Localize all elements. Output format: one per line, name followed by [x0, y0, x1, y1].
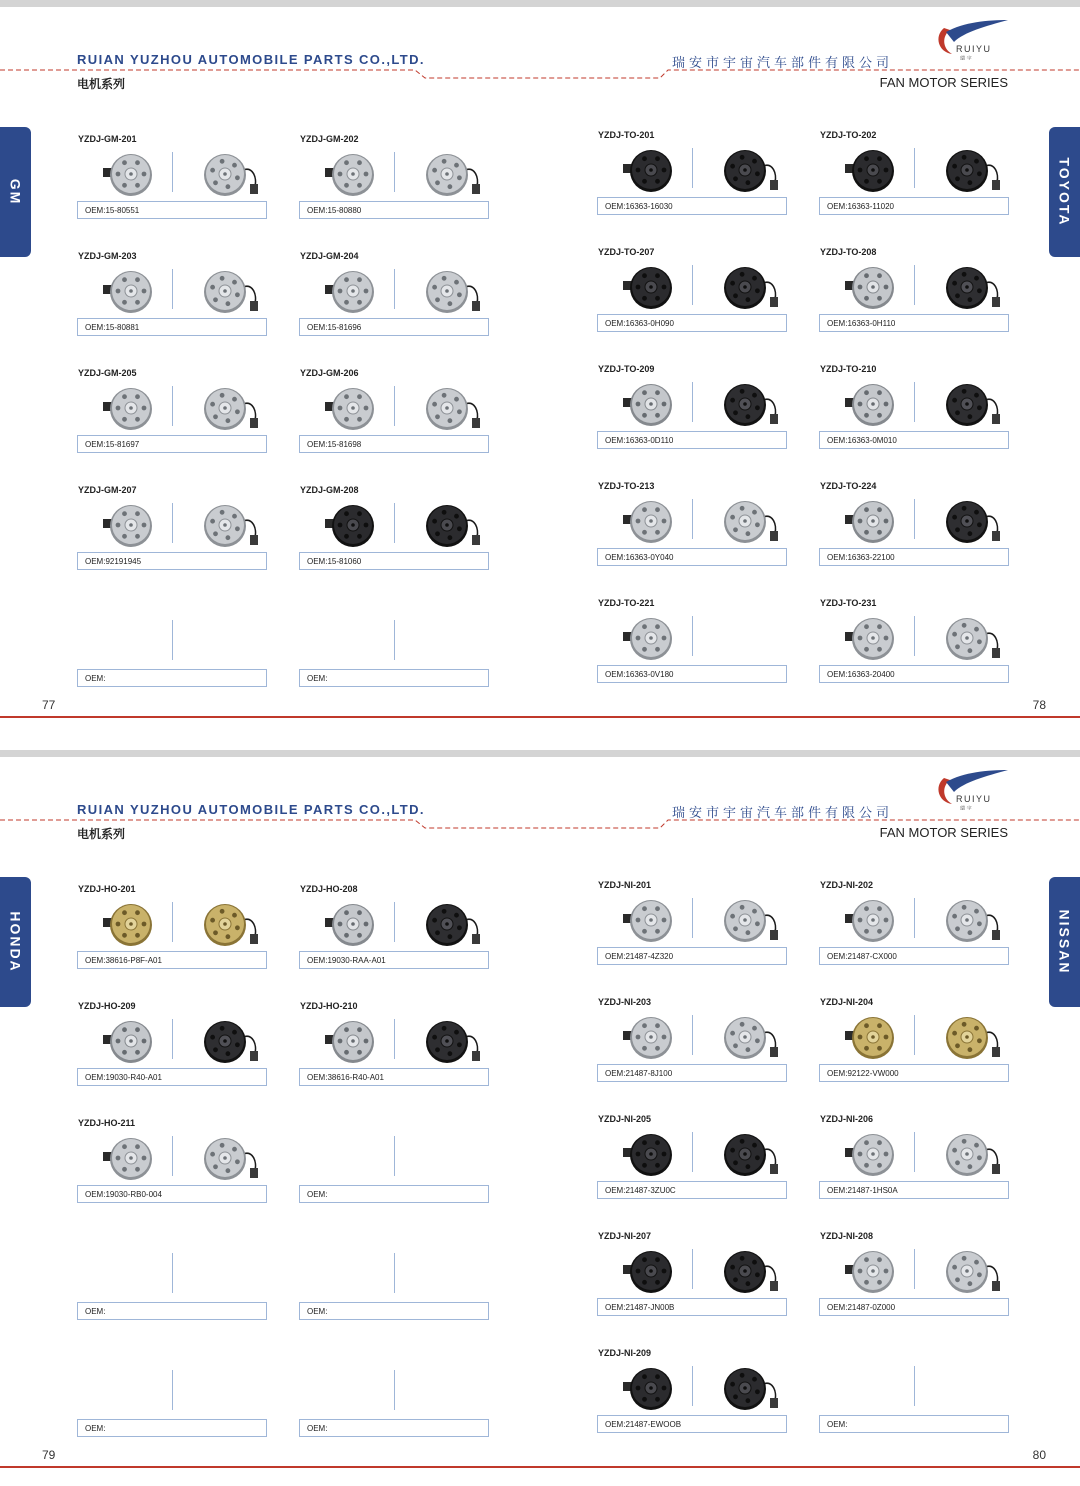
oem-number-box: OEM: [819, 1415, 1009, 1433]
image-divider [914, 265, 915, 305]
ruiyu-logo [930, 14, 1010, 60]
product-code: YZDJ-HO-211 [78, 1118, 136, 1128]
image-divider [172, 1370, 173, 1410]
image-divider [394, 1136, 395, 1176]
product-card [299, 251, 491, 346]
svg-text:RUIYU: RUIYU [956, 44, 992, 54]
product-code: YZDJ-TO-224 [820, 481, 877, 491]
header-dashed-line [0, 58, 1080, 88]
product-card [299, 368, 491, 463]
product-code: YZDJ-TO-201 [598, 130, 655, 140]
image-divider [692, 148, 693, 188]
product-code: YZDJ-TO-209 [598, 364, 655, 374]
oem-number-box: OEM:16363-0M010 [819, 431, 1009, 449]
product-card [597, 364, 789, 459]
page-number-right: 80 [1032, 1448, 1046, 1462]
product-card [819, 1348, 1011, 1443]
oem-number-box: OEM:16363-0H090 [597, 314, 787, 332]
motor-front-image [95, 148, 167, 200]
motor-front-image [837, 1011, 909, 1063]
brand-tab-left [0, 877, 31, 1007]
image-divider [394, 1019, 395, 1059]
motor-back-image [931, 495, 1003, 547]
motor-back-image [931, 378, 1003, 430]
product-code: YZDJ-GM-206 [300, 368, 359, 378]
motor-front-image [317, 898, 389, 950]
motor-front-image [837, 1128, 909, 1180]
motor-front-image [317, 499, 389, 551]
motor-back-image [931, 1128, 1003, 1180]
image-divider [172, 620, 173, 660]
motor-front-image [837, 144, 909, 196]
product-card [299, 1118, 491, 1213]
svg-text:RUIYU: RUIYU [956, 794, 992, 804]
product-code: YZDJ-TO-210 [820, 364, 877, 374]
product-card [299, 602, 491, 697]
top-bar [0, 750, 1080, 757]
product-card [597, 1114, 789, 1209]
product-code: YZDJ-NI-209 [598, 1348, 652, 1358]
product-card [77, 1352, 269, 1447]
oem-number-box: OEM:92191945 [77, 552, 267, 570]
motor-front-image [837, 495, 909, 547]
oem-number-box: OEM:16363-0V180 [597, 665, 787, 683]
product-code: YZDJ-NI-203 [598, 997, 652, 1007]
catalog-spread [0, 0, 1080, 736]
image-divider [692, 1132, 693, 1172]
product-card [77, 1118, 269, 1213]
motor-front-image [837, 378, 909, 430]
image-divider [172, 152, 173, 192]
image-divider [394, 1370, 395, 1410]
image-divider [394, 902, 395, 942]
motor-back-image [709, 1362, 781, 1414]
product-code: YZDJ-HO-210 [300, 1001, 358, 1011]
product-card [299, 485, 491, 580]
product-code: YZDJ-TO-231 [820, 598, 877, 608]
motor-back-image [709, 1128, 781, 1180]
page-bottom-line [0, 716, 1080, 718]
oem-number-box: OEM:21487-3ZU0C [597, 1181, 787, 1199]
oem-number-box: OEM:15-80881 [77, 318, 267, 336]
product-code: YZDJ-TO-202 [820, 130, 877, 140]
product-card [299, 884, 491, 979]
product-code: YZDJ-HO-208 [300, 884, 358, 894]
motor-front-image [615, 144, 687, 196]
image-divider [914, 382, 915, 422]
brand-tab-right [1049, 127, 1080, 257]
oem-number-box: OEM:19030-R40-A01 [77, 1068, 267, 1086]
product-code: YZDJ-GM-208 [300, 485, 359, 495]
product-code: YZDJ-GM-201 [78, 134, 137, 144]
brand-tab-left-label: HONDA [7, 911, 24, 973]
product-code: YZDJ-GM-204 [300, 251, 359, 261]
svg-text:瑞 宇: 瑞 宇 [960, 806, 972, 810]
motor-front-image [95, 265, 167, 317]
product-code: YZDJ-TO-208 [820, 247, 877, 257]
oem-number-box: OEM:21487-1HS0A [819, 1181, 1009, 1199]
motor-front-image [95, 1015, 167, 1067]
oem-number-box: OEM:38616-P8F-A01 [77, 951, 267, 969]
oem-number-box: OEM:15-80551 [77, 201, 267, 219]
image-divider [172, 1136, 173, 1176]
image-divider [692, 616, 693, 656]
product-card [597, 247, 789, 342]
product-card [597, 880, 789, 975]
motor-back-image [189, 148, 261, 200]
image-divider [394, 269, 395, 309]
product-code: YZDJ-GM-205 [78, 368, 137, 378]
image-divider [172, 386, 173, 426]
series-title-en: FAN MOTOR SERIES [879, 825, 1008, 840]
product-card [597, 598, 789, 693]
motor-front-image [837, 894, 909, 946]
image-divider [172, 902, 173, 942]
image-divider [172, 1253, 173, 1293]
product-card [819, 880, 1011, 975]
page-bottom-line [0, 1466, 1080, 1468]
product-card [299, 1001, 491, 1096]
company-name-en: RUIAN YUZHOU AUTOMOBILE PARTS CO.,LTD. [77, 802, 425, 817]
image-divider [394, 503, 395, 543]
image-divider [172, 1019, 173, 1059]
motor-front-image [317, 382, 389, 434]
image-divider [914, 1132, 915, 1172]
oem-number-box: OEM:15-81698 [299, 435, 489, 453]
svg-text:瑞 宇: 瑞 宇 [960, 56, 972, 60]
page-number-left: 77 [42, 698, 56, 712]
image-divider [692, 1015, 693, 1055]
motor-back-image [709, 894, 781, 946]
brand-tab-left-label: GM [7, 178, 24, 206]
product-code: YZDJ-NI-206 [820, 1114, 874, 1124]
company-name-cn: 瑞安市宇宙汽车部件有限公司 [672, 806, 894, 821]
product-card [597, 1231, 789, 1326]
motor-front-image [95, 499, 167, 551]
motor-back-image [709, 1011, 781, 1063]
motor-back-image [411, 1015, 483, 1067]
oem-number-box: OEM: [77, 1302, 267, 1320]
motor-back-image [931, 894, 1003, 946]
oem-number-box: OEM:19030-RB0-004 [77, 1185, 267, 1203]
motor-front-image [317, 1015, 389, 1067]
oem-number-box: OEM:21487-EWOOB [597, 1415, 787, 1433]
motor-front-image [615, 1128, 687, 1180]
image-divider [692, 898, 693, 938]
oem-number-box: OEM: [299, 1419, 489, 1437]
oem-number-box: OEM: [77, 669, 267, 687]
product-code: YZDJ-HO-209 [78, 1001, 136, 1011]
image-divider [914, 148, 915, 188]
product-code: YZDJ-NI-201 [598, 880, 652, 890]
product-card [299, 1235, 491, 1330]
image-divider [692, 499, 693, 539]
product-code: YZDJ-TO-207 [598, 247, 655, 257]
header-dashed-line [0, 808, 1080, 838]
oem-number-box: OEM:15-81696 [299, 318, 489, 336]
company-name-en: RUIAN YUZHOU AUTOMOBILE PARTS CO.,LTD. [77, 52, 425, 67]
image-divider [394, 152, 395, 192]
motor-back-image [189, 265, 261, 317]
product-card [77, 134, 269, 229]
image-divider [914, 616, 915, 656]
brand-tab-right-label: TOYOTA [1056, 157, 1073, 227]
oem-number-box: OEM:92122-VW000 [819, 1064, 1009, 1082]
motor-back-image [189, 898, 261, 950]
motor-back-image [189, 499, 261, 551]
oem-number-box: OEM:16363-16030 [597, 197, 787, 215]
image-divider [914, 1249, 915, 1289]
motor-back-image [709, 378, 781, 430]
motor-front-image [615, 894, 687, 946]
product-card [597, 481, 789, 576]
motor-front-image [615, 378, 687, 430]
motor-back-image [411, 499, 483, 551]
product-card [77, 1001, 269, 1096]
brand-tab-left [0, 127, 31, 257]
product-code: YZDJ-GM-203 [78, 251, 137, 261]
motor-back-image [709, 495, 781, 547]
motor-back-image [189, 382, 261, 434]
oem-number-box: OEM: [299, 1185, 489, 1203]
oem-number-box: OEM:15-81697 [77, 435, 267, 453]
image-divider [914, 499, 915, 539]
oem-number-box: OEM: [299, 1302, 489, 1320]
image-divider [692, 265, 693, 305]
oem-number-box: OEM:16363-0H110 [819, 314, 1009, 332]
oem-number-box: OEM:19030-RAA-A01 [299, 951, 489, 969]
oem-number-box: OEM:21487-0Z000 [819, 1298, 1009, 1316]
page-number-right: 78 [1032, 698, 1046, 712]
motor-back-image [931, 144, 1003, 196]
motor-front-image [317, 265, 389, 317]
motor-front-image [837, 1245, 909, 1297]
oem-number-box: OEM:16363-20400 [819, 665, 1009, 683]
product-card [597, 130, 789, 225]
oem-number-box: OEM:21487-8J100 [597, 1064, 787, 1082]
product-card [77, 884, 269, 979]
oem-number-box: OEM: [299, 669, 489, 687]
product-card [819, 130, 1011, 225]
motor-back-image [709, 1245, 781, 1297]
motor-back-image [411, 148, 483, 200]
motor-front-image [615, 1362, 687, 1414]
image-divider [394, 386, 395, 426]
brand-tab-right [1049, 877, 1080, 1007]
product-code: YZDJ-TO-221 [598, 598, 655, 608]
product-card [819, 247, 1011, 342]
oem-number-box: OEM: [77, 1419, 267, 1437]
brand-tab-right-label: NISSAN [1056, 909, 1073, 975]
motor-back-image [189, 1015, 261, 1067]
product-card [819, 1231, 1011, 1326]
motor-front-image [95, 382, 167, 434]
product-code: YZDJ-NI-204 [820, 997, 874, 1007]
series-title-cn: 电机系列 [77, 77, 126, 91]
ruiyu-logo [930, 764, 1010, 810]
image-divider [692, 1249, 693, 1289]
oem-number-box: OEM:21487-CX000 [819, 947, 1009, 965]
product-card [819, 598, 1011, 693]
image-divider [394, 620, 395, 660]
catalog-spread [0, 750, 1080, 1486]
product-card [299, 1352, 491, 1447]
oem-number-box: OEM:16363-0D110 [597, 431, 787, 449]
motor-front-image [837, 612, 909, 664]
company-name-cn: 瑞安市宇宙汽车部件有限公司 [672, 56, 894, 71]
product-card [77, 602, 269, 697]
product-code: YZDJ-NI-208 [820, 1231, 874, 1241]
motor-back-image [931, 1245, 1003, 1297]
product-card [819, 1114, 1011, 1209]
motor-back-image [709, 261, 781, 313]
product-card [819, 481, 1011, 576]
image-divider [914, 1015, 915, 1055]
image-divider [172, 269, 173, 309]
product-card [77, 368, 269, 463]
image-divider [172, 503, 173, 543]
product-code: YZDJ-HO-201 [78, 884, 136, 894]
motor-back-image [931, 612, 1003, 664]
product-card [819, 997, 1011, 1092]
series-title-cn: 电机系列 [77, 827, 126, 841]
series-title-en: FAN MOTOR SERIES [879, 75, 1008, 90]
product-code: YZDJ-TO-213 [598, 481, 655, 491]
motor-front-image [615, 495, 687, 547]
motor-front-image [95, 898, 167, 950]
motor-back-image [709, 144, 781, 196]
oem-number-box: OEM:21487-JN00B [597, 1298, 787, 1316]
oem-number-box: OEM:16363-11020 [819, 197, 1009, 215]
product-card [77, 485, 269, 580]
motor-front-image [615, 1011, 687, 1063]
motor-back-image [411, 898, 483, 950]
motor-front-image [615, 261, 687, 313]
top-bar [0, 0, 1080, 7]
product-card [597, 1348, 789, 1443]
oem-number-box: OEM:16363-0Y040 [597, 548, 787, 566]
motor-back-image [189, 1132, 261, 1184]
oem-number-box: OEM:15-80880 [299, 201, 489, 219]
product-code: YZDJ-NI-202 [820, 880, 874, 890]
product-card [597, 997, 789, 1092]
motor-front-image [837, 261, 909, 313]
image-divider [692, 382, 693, 422]
motor-back-image [411, 382, 483, 434]
product-code: YZDJ-GM-202 [300, 134, 359, 144]
oem-number-box: OEM:21487-4Z320 [597, 947, 787, 965]
product-card [819, 364, 1011, 459]
product-code: YZDJ-GM-207 [78, 485, 137, 495]
image-divider [914, 898, 915, 938]
product-code: YZDJ-NI-207 [598, 1231, 652, 1241]
motor-front-image [615, 1245, 687, 1297]
oem-number-box: OEM:16363-22100 [819, 548, 1009, 566]
motor-back-image [931, 1011, 1003, 1063]
image-divider [692, 1366, 693, 1406]
oem-number-box: OEM:15-81060 [299, 552, 489, 570]
product-card [77, 1235, 269, 1330]
image-divider [914, 1366, 915, 1406]
image-divider [394, 1253, 395, 1293]
motor-back-image [931, 261, 1003, 313]
motor-front-image [615, 612, 687, 664]
motor-back-image [411, 265, 483, 317]
oem-number-box: OEM:38616-R40-A01 [299, 1068, 489, 1086]
page-number-left: 79 [42, 1448, 56, 1462]
product-card [77, 251, 269, 346]
product-code: YZDJ-NI-205 [598, 1114, 652, 1124]
motor-front-image [317, 148, 389, 200]
motor-front-image [95, 1132, 167, 1184]
product-card [299, 134, 491, 229]
